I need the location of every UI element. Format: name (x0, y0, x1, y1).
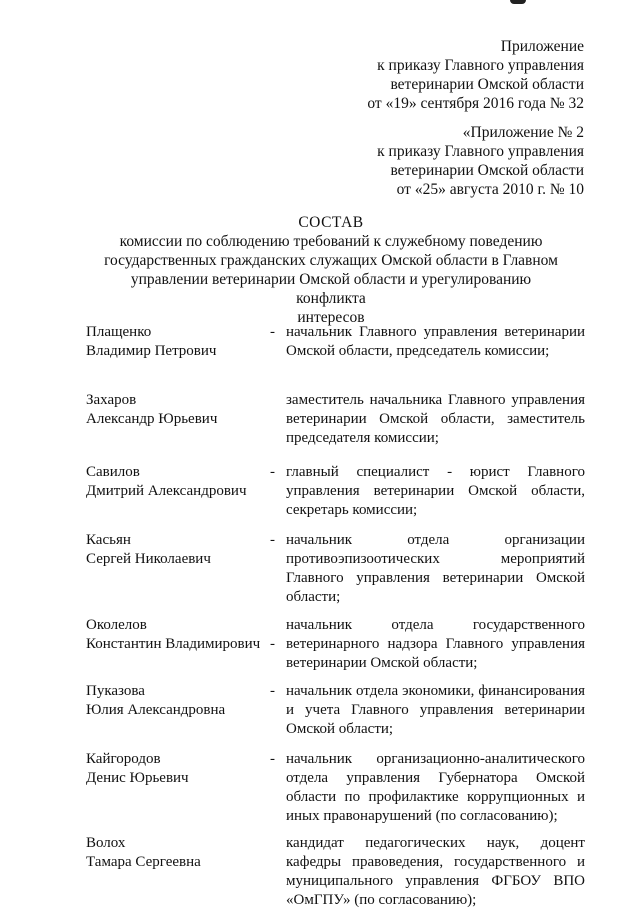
member-position: начальник отдела государственного ветеринарного надзора Главного управления ветеринарии Омской области; (286, 617, 585, 671)
member-surname: Пуказова (86, 683, 145, 699)
member-surname: Касьян (86, 532, 131, 548)
member-entry (86, 750, 586, 834)
member-entry (86, 616, 586, 682)
member-given-name: Константин Владимирович (86, 636, 261, 652)
member-dash: - (270, 532, 275, 548)
member-name (86, 463, 266, 501)
member-surname: Захаров (86, 392, 137, 408)
subtitle-line: комиссии по соблюдению требований к служебному поведению (119, 233, 543, 250)
appendix-line-2: к приказу Главного управления (377, 57, 584, 74)
member-entry (86, 682, 586, 750)
member-entry (86, 323, 586, 391)
subtitle-line: государственных гражданских служащих Омской области в Главном (104, 252, 558, 269)
member-entry (86, 834, 586, 918)
member-dash: - (270, 751, 275, 767)
prev-appendix-line-2: к приказу Главного управления (377, 143, 584, 160)
appendix-line-1: Приложение (500, 38, 584, 55)
member-name (86, 750, 266, 788)
prev-appendix-line-3: ветеринарии Омской области (390, 162, 584, 179)
member-name (86, 391, 266, 429)
member-dash: - (270, 324, 275, 340)
member-surname: Волох (86, 835, 126, 851)
member-dash: - (270, 636, 275, 652)
document-title-block (96, 213, 566, 327)
member-position: начальник организационно-аналитического отдела управления Губернатора Омской области по профилактике коррупционных и иных правонарушений (по согласованию); (286, 751, 585, 824)
appendix-line-3: ветеринарии Омской области (390, 76, 584, 93)
member-given-name: Сергей Николаевич (86, 551, 211, 567)
prev-appendix-line-1: «Приложение № 2 (462, 124, 584, 141)
member-given-name: Владимир Петрович (86, 343, 217, 359)
member-name (86, 834, 266, 872)
member-given-name: Денис Юрьевич (86, 770, 189, 786)
member-entry (86, 463, 586, 531)
member-name (86, 682, 266, 720)
member-given-name: Дмитрий Александрович (86, 483, 247, 499)
member-position: заместитель начальника Главного управления ветеринарии Омской области, заместитель председателя комиссии; (286, 392, 585, 446)
member-position: начальник отдела экономики, финансирования и учета Главного управления ветеринарии Омской области; (286, 683, 585, 737)
member-name (86, 531, 266, 569)
member-given-name: Юлия Александровна (86, 702, 226, 718)
commission-members-list (86, 323, 586, 918)
member-entry (86, 391, 586, 463)
member-surname: Плащенко (86, 324, 152, 340)
member-name (86, 323, 266, 361)
document-title: СОСТАВ (298, 214, 364, 231)
scan-mark (510, 0, 526, 4)
prev-appendix-line-4: от «25» августа 2010 г. № 10 (396, 181, 584, 198)
member-entry (86, 531, 586, 616)
member-given-name: Тамара Сергеевна (86, 854, 201, 870)
member-position: начальник Главного управления ветеринарии Омской области, председатель комиссии; (286, 324, 585, 359)
member-surname: Кайгородов (86, 751, 161, 767)
member-position: кандидат педагогических наук, доцент кафедры правоведения, государственного и муниципального управления ФГБОУ ВПО «ОмГПУ» (по согласованию); (286, 835, 585, 908)
member-given-name: Александр Юрьевич (86, 411, 218, 427)
subtitle-line: управлении ветеринарии Омской области и урегулированию конфликта (130, 271, 532, 307)
member-position: начальник отдела организации противоэпизоотических мероприятий Главного управления ветеринарии Омской области; (286, 532, 585, 605)
member-name (86, 616, 266, 654)
subtitle-line: интересов (297, 309, 365, 326)
member-dash: - (270, 683, 275, 699)
member-surname: Околелов (86, 617, 147, 633)
previous-appendix-header (377, 123, 584, 199)
member-position: главный специалист - юрист Главного управления ветеринарии Омской области, секретарь комиссии; (286, 464, 585, 518)
member-dash: - (270, 464, 275, 480)
appendix-line-4: от «19» сентября 2016 года № 32 (367, 95, 584, 112)
member-surname: Савилов (86, 464, 140, 480)
appendix-header (367, 37, 584, 113)
